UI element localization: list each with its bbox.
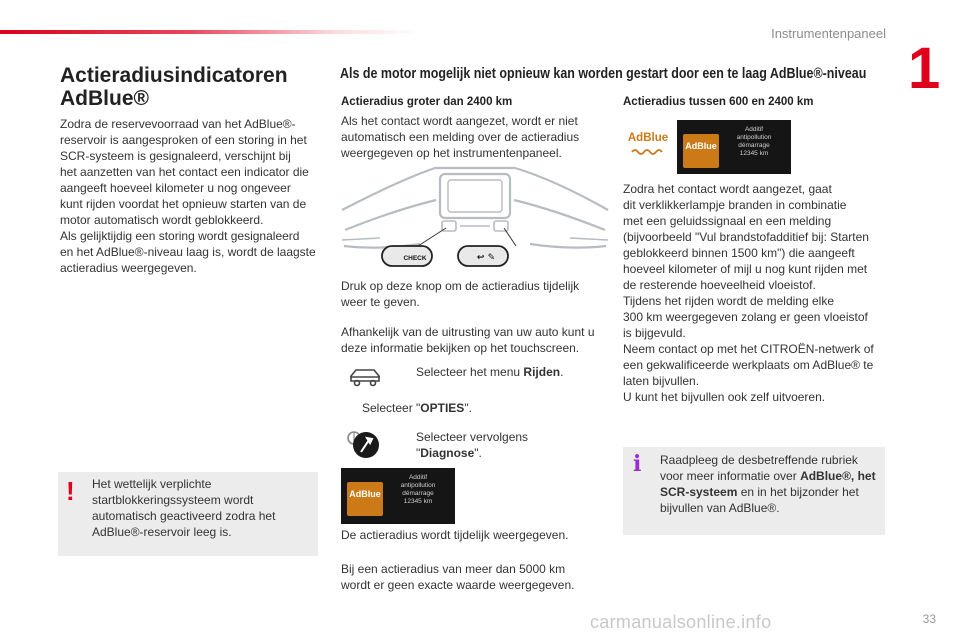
display-caption: De actieradius wordt tijdelijk weergegeven.: [341, 528, 569, 542]
page-title-line1: Actieradiusindicatoren: [60, 64, 288, 87]
check-button[interactable]: [382, 246, 432, 266]
adblue-display-message: [723, 126, 785, 158]
step-select-options: [362, 400, 472, 416]
adblue-range-display: [341, 468, 455, 524]
text-line: Zodra het contact wordt aangezet, gaat: [623, 182, 832, 196]
wave-icon: [624, 147, 672, 157]
text-line: deze informatie bekijken op het touchscreen.: [341, 341, 580, 355]
subtitle-over-2400: Actieradius groter dan 2400 km: [341, 96, 513, 108]
text-line: wordt er geen exacte waarde weergegeven.: [341, 578, 575, 592]
display-line: 12345 km: [403, 498, 433, 505]
options-label: OPTIES: [420, 401, 465, 415]
subtitle-600-2400: Actieradius tussen 600 en 2400 km: [623, 96, 814, 108]
diagnose-label: Diagnose: [420, 446, 475, 460]
adblue-lamp-label: AdBlue: [627, 132, 669, 144]
text-line: Afhankelijk van de uitrusting van uw auto kunt u: [341, 325, 595, 339]
range-600-2400-paragraph: [623, 181, 893, 405]
step-text: .: [560, 365, 564, 379]
warning-icon: !: [66, 476, 75, 506]
warning-text: [92, 476, 314, 540]
text-line: Als het contact wordt aangezet, wordt er niet: [341, 114, 578, 128]
car-menu-icon: [348, 366, 382, 388]
header-accent-bar: [0, 30, 420, 34]
info-bold: SCR-systeem: [660, 485, 738, 499]
text-line: Tijdens het rijden wordt de melding elke: [623, 294, 835, 308]
intro-line: motor automatisch wordt geblokkeerd.: [60, 213, 264, 227]
adblue-icon-label: AdBlue: [685, 141, 717, 151]
text-line: weer te geven.: [341, 295, 420, 309]
text-line: met een geluidssignaal en een melding: [623, 214, 832, 228]
text-line: Druk op deze knop om de actieradius tijdelijk: [341, 279, 580, 293]
text-line: laten bijvullen.: [623, 374, 700, 388]
adblue-display-message: [387, 474, 449, 506]
page-title: [60, 64, 288, 110]
check-button-label: CHECK: [403, 255, 427, 262]
adblue-warning-display: [677, 120, 791, 174]
return-tool-button[interactable]: [458, 246, 508, 266]
info-line: en in het bijzonder het: [737, 485, 859, 499]
display-line: démarrage: [738, 142, 770, 149]
info-line: bijvullen van AdBlue®.: [660, 501, 780, 515]
return-tool-icon: ↩ ✎: [476, 253, 496, 263]
display-line: antipollution: [400, 482, 436, 489]
press-button-text: [341, 278, 611, 310]
step-text: ".: [464, 401, 472, 415]
diagnose-icon: [344, 428, 380, 460]
page-number: 33: [922, 612, 936, 626]
step-text: Selecteer ": [362, 401, 421, 415]
intro-line: reservoir is aangesproken of een storing in het: [60, 133, 307, 147]
text-line: is bijgevuld.: [623, 326, 686, 340]
adblue-warning-icon: [683, 134, 719, 168]
watermark: carmanualsonline.info: [590, 612, 772, 632]
text-line: 300 km weergegeven zolang er geen vloeistof: [623, 310, 868, 324]
text-line: de resterende hoeveelheid vloeistof.: [623, 278, 816, 292]
adblue-warning-lamp: [624, 132, 672, 162]
menu-driving-label: Rijden: [523, 365, 561, 379]
text-line: weergegeven op het instrumentenpaneel.: [341, 146, 562, 160]
dashboard-illustration: [340, 160, 610, 278]
display-line: Additif: [744, 126, 764, 133]
intro-line: aangeeft hoeveel kilometer u nog ongeveer: [60, 181, 291, 195]
warning-line: AdBlue®-reservoir leeg is.: [92, 525, 232, 539]
step-text: Selecteer vervolgens: [416, 430, 529, 444]
intro-paragraph: [60, 116, 322, 276]
warning-line: Het wettelijk verplichte: [92, 477, 212, 491]
intro-line: en het AdBlue®-niveau laag is, wordt de laagste: [60, 245, 316, 259]
over-5000-text: [341, 561, 611, 593]
text-line: geblokkeerd binnen 1500 km") die aangeeft: [623, 246, 855, 260]
info-icon: i: [633, 451, 642, 477]
text-line: (bijvoorbeeld "Vul brandstofadditief bij: Starten: [623, 230, 869, 244]
info-bold: AdBlue®, het: [800, 469, 876, 483]
section-title: Instrumentenpaneel: [771, 26, 886, 41]
touchscreen-text: [341, 324, 611, 356]
step-select-diagnose: [416, 429, 596, 461]
step-text: ".: [474, 446, 482, 460]
intro-line: het aanzetten van het contact een indicator die: [60, 165, 309, 179]
adblue-warning-icon: [347, 482, 383, 516]
chapter-number: 1: [908, 36, 941, 101]
display-line: 12345 km: [739, 150, 769, 157]
intro-line: kunt rijden voordat het opnieuw starten van de: [60, 197, 307, 211]
section-heading: Als de motor mogelijk niet opnieuw kan worden gestart door een te laag AdBlue®-niveau: [340, 66, 867, 82]
text-line: hoeveel kilometer of mijl u nog kunt rijden met: [623, 262, 868, 276]
over-2400-intro: [341, 113, 611, 161]
adblue-icon-label: AdBlue: [349, 489, 381, 499]
text-line: Bij een actieradius van meer dan 5000 km: [341, 562, 566, 576]
step-text: ": [416, 446, 421, 460]
warning-line: startblokkeringssysteem wordt: [92, 493, 254, 507]
text-line: U kunt het bijvullen ook zelf uitvoeren.: [623, 390, 826, 404]
warning-line: automatisch geactiveerd zodra het: [92, 509, 276, 523]
text-line: Neem contact op met het CITROËN-netwerk of: [623, 342, 874, 356]
info-line: voor meer informatie over: [660, 469, 801, 483]
display-line: démarrage: [402, 490, 434, 497]
info-line: Raadpleeg de desbetreffende rubriek: [660, 453, 858, 467]
step-select-driving: [416, 364, 563, 380]
page-title-line2: AdBlue®: [60, 87, 149, 110]
text-line: automatisch een melding over de actieradius: [341, 130, 580, 144]
display-line: antipollution: [736, 134, 772, 141]
info-text: [660, 452, 882, 516]
intro-line: SCR-systeem is gesignaleerd, verschijnt bij: [60, 149, 291, 163]
intro-line: actieradius weergegeven.: [60, 261, 197, 275]
text-line: dit verklikkerlampje branden in combinatie: [623, 198, 847, 212]
display-line: Additif: [408, 474, 428, 481]
text-line: een gekwalificeerde werkplaats om AdBlue® te: [623, 358, 874, 372]
intro-line: Als gelijktijdig een storing wordt gesignaleerd: [60, 229, 300, 243]
intro-line: Zodra de reservevoorraad van het AdBlue®-: [60, 117, 296, 131]
step-text: Selecteer het menu: [416, 365, 524, 379]
